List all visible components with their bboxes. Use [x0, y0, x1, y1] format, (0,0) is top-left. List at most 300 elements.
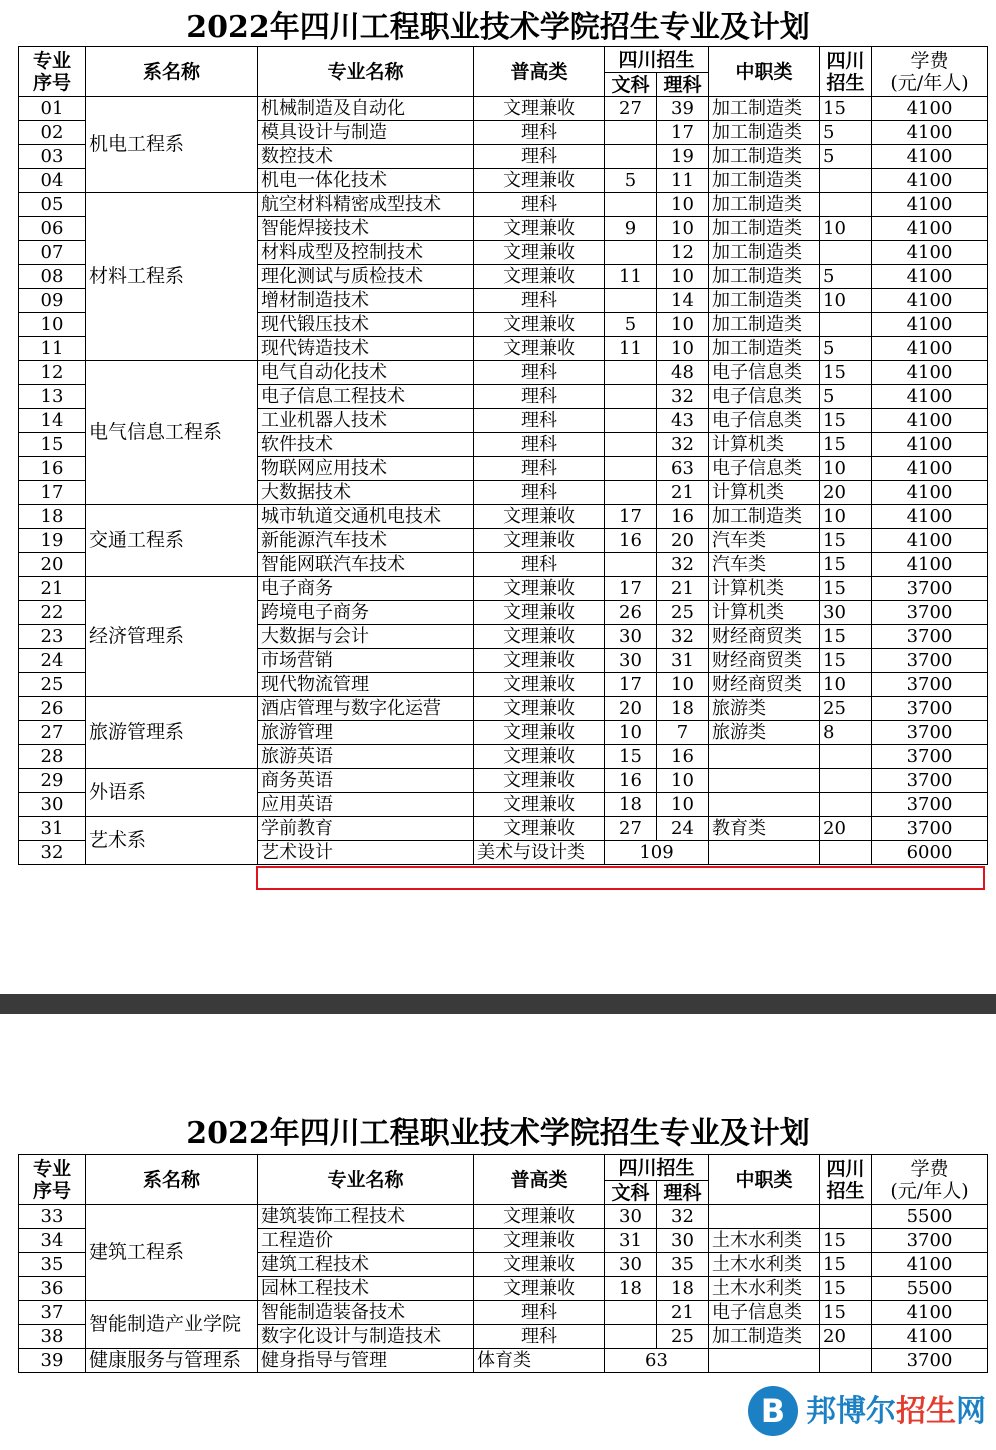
cell-vocational — [709, 769, 820, 793]
cell-fee: 4100 — [872, 169, 988, 193]
header-dept: 系名称 — [86, 1155, 258, 1205]
cell-science: 35 — [657, 1253, 709, 1277]
cell-vocational: 电子信息类 — [709, 457, 820, 481]
cell-science: 48 — [657, 361, 709, 385]
cell-vocational: 加工制造类 — [709, 313, 820, 337]
cell-science: 31 — [657, 649, 709, 673]
cell-seq: 31 — [19, 817, 86, 841]
cell-seq: 24 — [19, 649, 86, 673]
cell-major: 旅游英语 — [258, 745, 474, 769]
cell-major: 建筑工程技术 — [258, 1253, 474, 1277]
cell-arts — [605, 361, 657, 385]
cell-seq: 11 — [19, 337, 86, 361]
cell-fee: 4100 — [872, 193, 988, 217]
cell-fee: 3700 — [872, 1349, 988, 1373]
cell-vocational: 计算机类 — [709, 577, 820, 601]
table-row — [19, 1301, 988, 1325]
cell-major: 物联网应用技术 — [258, 457, 474, 481]
cell-arts — [605, 241, 657, 265]
table-header — [19, 47, 988, 97]
cell-fee: 4100 — [872, 265, 988, 289]
cell-fee: 3700 — [872, 817, 988, 841]
cell-general: 文理兼收 — [474, 1277, 605, 1301]
cell-arts: 17 — [605, 577, 657, 601]
cell-seq: 04 — [19, 169, 86, 193]
cell-fee: 4100 — [872, 433, 988, 457]
cell-dept: 建筑工程系 — [86, 1205, 258, 1301]
cell-arts: 15 — [605, 745, 657, 769]
cell-science: 32 — [657, 1205, 709, 1229]
cell-fee: 4100 — [872, 481, 988, 505]
cell-science: 25 — [657, 601, 709, 625]
cell-science: 43 — [657, 409, 709, 433]
cell-science: 32 — [657, 433, 709, 457]
cell-fee: 3700 — [872, 601, 988, 625]
table-row — [19, 817, 988, 841]
cell-seq: 19 — [19, 529, 86, 553]
cell-general: 理科 — [474, 553, 605, 577]
cell-vocational: 计算机类 — [709, 601, 820, 625]
cell-seq: 18 — [19, 505, 86, 529]
table-body — [19, 1205, 988, 1373]
cell-sc-enroll: 15 — [820, 577, 872, 601]
cell-sc-enroll: 15 — [820, 649, 872, 673]
cell-vocational: 汽车类 — [709, 529, 820, 553]
cell-general: 理科 — [474, 145, 605, 169]
cell-science: 10 — [657, 769, 709, 793]
cell-fee: 6000 — [872, 841, 988, 865]
cell-arts: 30 — [605, 649, 657, 673]
cell-major: 应用英语 — [258, 793, 474, 817]
cell-fee: 3700 — [872, 793, 988, 817]
cell-sc-enroll: 10 — [820, 217, 872, 241]
header-major: 专业名称 — [258, 1155, 474, 1205]
cell-dept: 艺术系 — [86, 817, 258, 865]
cell-vocational: 加工制造类 — [709, 289, 820, 313]
cell-seq: 16 — [19, 457, 86, 481]
cell-sc-enroll — [820, 1349, 872, 1373]
cell-fee: 3700 — [872, 625, 988, 649]
cell-science: 10 — [657, 793, 709, 817]
cell-sc-enroll: 15 — [820, 433, 872, 457]
cell-arts — [605, 121, 657, 145]
cell-seq: 02 — [19, 121, 86, 145]
table-body — [19, 97, 988, 865]
cell-arts — [605, 553, 657, 577]
cell-major: 市场营销 — [258, 649, 474, 673]
cell-seq: 32 — [19, 841, 86, 865]
cell-seq: 21 — [19, 577, 86, 601]
cell-science: 21 — [657, 1301, 709, 1325]
cell-fee: 4100 — [872, 121, 988, 145]
cell-fee: 3700 — [872, 673, 988, 697]
cell-sc-enroll — [820, 193, 872, 217]
cell-science: 39 — [657, 97, 709, 121]
cell-science: 14 — [657, 289, 709, 313]
cell-major: 材料成型及控制技术 — [258, 241, 474, 265]
cell-major: 机电一体化技术 — [258, 169, 474, 193]
cell-seq: 28 — [19, 745, 86, 769]
header-science: 理科 — [657, 73, 709, 97]
cell-major: 智能焊接技术 — [258, 217, 474, 241]
cell-arts — [605, 457, 657, 481]
cell-sc-enroll: 15 — [820, 361, 872, 385]
cell-seq: 15 — [19, 433, 86, 457]
cell-vocational: 旅游类 — [709, 721, 820, 745]
cell-arts: 27 — [605, 817, 657, 841]
cell-arts: 30 — [605, 1253, 657, 1277]
cell-fee: 3700 — [872, 769, 988, 793]
cell-science: 32 — [657, 625, 709, 649]
cell-arts: 5 — [605, 313, 657, 337]
cell-sc-enroll: 10 — [820, 457, 872, 481]
cell-seq: 10 — [19, 313, 86, 337]
cell-vocational: 加工制造类 — [709, 241, 820, 265]
cell-major: 大数据技术 — [258, 481, 474, 505]
enrollment-table-1 — [18, 46, 988, 865]
cell-sc-enroll — [820, 793, 872, 817]
cell-general: 文理兼收 — [474, 97, 605, 121]
cell-arts — [605, 481, 657, 505]
cell-major: 建筑装饰工程技术 — [258, 1205, 474, 1229]
cell-major: 旅游管理 — [258, 721, 474, 745]
cell-general: 文理兼收 — [474, 601, 605, 625]
cell-general: 理科 — [474, 433, 605, 457]
cell-science: 17 — [657, 121, 709, 145]
cell-science: 10 — [657, 313, 709, 337]
cell-fee: 5500 — [872, 1205, 988, 1229]
cell-general: 文理兼收 — [474, 769, 605, 793]
cell-vocational: 财经商贸类 — [709, 673, 820, 697]
cell-vocational: 财经商贸类 — [709, 649, 820, 673]
cell-general: 文理兼收 — [474, 625, 605, 649]
cell-sc-enroll: 15 — [820, 1277, 872, 1301]
cell-sc-enroll: 5 — [820, 337, 872, 361]
cell-vocational: 土木水利类 — [709, 1253, 820, 1277]
cell-major: 数控技术 — [258, 145, 474, 169]
cell-general: 理科 — [474, 385, 605, 409]
cell-fee: 4100 — [872, 553, 988, 577]
cell-general: 文理兼收 — [474, 241, 605, 265]
cell-fee: 3700 — [872, 721, 988, 745]
table-row — [19, 1205, 988, 1229]
cell-sc-enroll: 5 — [820, 265, 872, 289]
cell-sc-enroll: 20 — [820, 817, 872, 841]
cell-major: 电子信息工程技术 — [258, 385, 474, 409]
cell-major: 机械制造及自动化 — [258, 97, 474, 121]
cell-vocational — [709, 793, 820, 817]
cell-major: 现代锻压技术 — [258, 313, 474, 337]
cell-seq: 08 — [19, 265, 86, 289]
cell-seq: 09 — [19, 289, 86, 313]
cell-arts — [605, 385, 657, 409]
table-row — [19, 361, 988, 385]
cell-general: 文理兼收 — [474, 265, 605, 289]
cell-major: 工业机器人技术 — [258, 409, 474, 433]
cell-fee: 4100 — [872, 409, 988, 433]
cell-seq: 39 — [19, 1349, 86, 1373]
cell-general: 理科 — [474, 457, 605, 481]
cell-science: 10 — [657, 193, 709, 217]
cell-vocational: 加工制造类 — [709, 1325, 820, 1349]
cell-vocational: 加工制造类 — [709, 217, 820, 241]
cell-general: 文理兼收 — [474, 577, 605, 601]
cell-sc-enroll — [820, 841, 872, 865]
cell-arts: 27 — [605, 97, 657, 121]
cell-fee: 4100 — [872, 217, 988, 241]
cell-general: 文理兼收 — [474, 529, 605, 553]
cell-seq: 37 — [19, 1301, 86, 1325]
cell-sc-enroll — [820, 169, 872, 193]
header-sc-enroll: 四川 招生 — [820, 47, 872, 97]
cell-major: 新能源汽车技术 — [258, 529, 474, 553]
table-row — [19, 577, 988, 601]
cell-general: 文理兼收 — [474, 745, 605, 769]
cell-arts: 16 — [605, 769, 657, 793]
cell-sc-enroll: 10 — [820, 673, 872, 697]
cell-sc-enroll: 15 — [820, 1253, 872, 1277]
cell-general: 理科 — [474, 481, 605, 505]
header-fee: 学费 (元/年人) — [872, 1155, 988, 1205]
cell-sc-enroll: 15 — [820, 529, 872, 553]
cell-seq: 01 — [19, 97, 86, 121]
cell-major: 跨境电子商务 — [258, 601, 474, 625]
cell-general: 理科 — [474, 121, 605, 145]
cell-vocational: 加工制造类 — [709, 265, 820, 289]
cell-arts: 11 — [605, 337, 657, 361]
cell-general: 理科 — [474, 1325, 605, 1349]
cell-fee: 4100 — [872, 457, 988, 481]
cell-science: 16 — [657, 505, 709, 529]
cell-major: 工程造价 — [258, 1229, 474, 1253]
cell-dept: 旅游管理系 — [86, 697, 258, 769]
header-science: 理科 — [657, 1181, 709, 1205]
cell-sc-enroll — [820, 769, 872, 793]
cell-sc-enroll: 15 — [820, 1301, 872, 1325]
cell-dept: 健康服务与管理系 — [86, 1349, 258, 1373]
cell-fee: 3700 — [872, 649, 988, 673]
cell-vocational: 财经商贸类 — [709, 625, 820, 649]
cell-arts: 18 — [605, 1277, 657, 1301]
cell-major: 酒店管理与数字化运营 — [258, 697, 474, 721]
cell-seq: 30 — [19, 793, 86, 817]
logo-b-icon: B — [748, 1386, 798, 1436]
cell-seq: 23 — [19, 625, 86, 649]
cell-general: 理科 — [474, 289, 605, 313]
cell-arts — [605, 433, 657, 457]
cell-fee: 3700 — [872, 745, 988, 769]
cell-sc-enroll — [820, 313, 872, 337]
cell-general: 文理兼收 — [474, 1205, 605, 1229]
cell-sc-enroll — [820, 745, 872, 769]
cell-arts — [605, 193, 657, 217]
cell-seq: 13 — [19, 385, 86, 409]
cell-major: 航空材料精密成型技术 — [258, 193, 474, 217]
cell-seq: 06 — [19, 217, 86, 241]
cell-general: 美术与设计类 — [474, 841, 605, 865]
cell-major: 园林工程技术 — [258, 1277, 474, 1301]
cell-science: 10 — [657, 337, 709, 361]
cell-combined: 63 — [605, 1349, 709, 1373]
highlight-box — [256, 866, 985, 890]
cell-arts: 10 — [605, 721, 657, 745]
cell-dept: 机电工程系 — [86, 97, 258, 193]
header-sichuan-enroll: 四川招生 — [605, 47, 709, 73]
cell-arts: 16 — [605, 529, 657, 553]
cell-science: 21 — [657, 577, 709, 601]
cell-combined: 109 — [605, 841, 709, 865]
cell-general: 文理兼收 — [474, 217, 605, 241]
cell-science: 7 — [657, 721, 709, 745]
header-arts: 文科 — [605, 1181, 657, 1205]
cell-fee: 4100 — [872, 313, 988, 337]
cell-vocational: 电子信息类 — [709, 361, 820, 385]
cell-fee: 4100 — [872, 361, 988, 385]
cell-science: 32 — [657, 553, 709, 577]
cell-fee: 5500 — [872, 1277, 988, 1301]
cell-vocational: 加工制造类 — [709, 97, 820, 121]
cell-science: 10 — [657, 265, 709, 289]
header-arts: 文科 — [605, 73, 657, 97]
cell-vocational: 加工制造类 — [709, 505, 820, 529]
cell-sc-enroll: 10 — [820, 505, 872, 529]
cell-fee: 4100 — [872, 529, 988, 553]
cell-general: 文理兼收 — [474, 1229, 605, 1253]
cell-sc-enroll: 8 — [820, 721, 872, 745]
cell-general: 文理兼收 — [474, 673, 605, 697]
cell-arts: 30 — [605, 625, 657, 649]
cell-major: 数字化设计与制造技术 — [258, 1325, 474, 1349]
cell-arts: 26 — [605, 601, 657, 625]
cell-major: 健身指导与管理 — [258, 1349, 474, 1373]
cell-seq: 14 — [19, 409, 86, 433]
cell-science: 20 — [657, 529, 709, 553]
cell-vocational: 电子信息类 — [709, 1301, 820, 1325]
cell-seq: 17 — [19, 481, 86, 505]
cell-general: 文理兼收 — [474, 337, 605, 361]
cell-vocational — [709, 1349, 820, 1373]
cell-arts: 17 — [605, 505, 657, 529]
cell-major: 理化测试与质检技术 — [258, 265, 474, 289]
cell-general: 文理兼收 — [474, 697, 605, 721]
cell-general: 文理兼收 — [474, 817, 605, 841]
cell-major: 城市轨道交通机电技术 — [258, 505, 474, 529]
cell-seq: 27 — [19, 721, 86, 745]
watermark-logo — [748, 1386, 988, 1438]
cell-science: 18 — [657, 697, 709, 721]
cell-fee: 3700 — [872, 577, 988, 601]
cell-science: 19 — [657, 145, 709, 169]
cell-fee: 4100 — [872, 1301, 988, 1325]
cell-fee: 4100 — [872, 145, 988, 169]
cell-sc-enroll: 25 — [820, 697, 872, 721]
cell-fee: 4100 — [872, 289, 988, 313]
cell-general: 体育类 — [474, 1349, 605, 1373]
cell-science: 25 — [657, 1325, 709, 1349]
cell-arts — [605, 145, 657, 169]
cell-sc-enroll: 30 — [820, 601, 872, 625]
cell-major: 智能网联汽车技术 — [258, 553, 474, 577]
cell-general: 文理兼收 — [474, 313, 605, 337]
cell-fee: 4100 — [872, 97, 988, 121]
cell-vocational: 计算机类 — [709, 481, 820, 505]
cell-seq: 20 — [19, 553, 86, 577]
cell-major: 现代物流管理 — [258, 673, 474, 697]
table-row — [19, 193, 988, 217]
cell-fee: 4100 — [872, 505, 988, 529]
header-general: 普高类 — [474, 1155, 605, 1205]
cell-dept: 智能制造产业学院 — [86, 1301, 258, 1349]
table-row — [19, 769, 988, 793]
cell-general: 理科 — [474, 1301, 605, 1325]
cell-vocational: 加工制造类 — [709, 145, 820, 169]
table-row — [19, 1349, 988, 1373]
cell-fee: 4100 — [872, 337, 988, 361]
page-title-top: 2022年四川工程职业技术学院招生专业及计划 — [186, 10, 810, 45]
header-major: 专业名称 — [258, 47, 474, 97]
cell-science: 30 — [657, 1229, 709, 1253]
cell-vocational: 汽车类 — [709, 553, 820, 577]
cell-sc-enroll: 15 — [820, 553, 872, 577]
page-title-bottom: 2022年四川工程职业技术学院招生专业及计划 — [186, 1116, 810, 1151]
cell-dept: 经济管理系 — [86, 577, 258, 697]
cell-fee: 4100 — [872, 385, 988, 409]
cell-seq: 36 — [19, 1277, 86, 1301]
cell-science: 10 — [657, 217, 709, 241]
cell-vocational: 加工制造类 — [709, 121, 820, 145]
cell-seq: 07 — [19, 241, 86, 265]
cell-sc-enroll: 15 — [820, 625, 872, 649]
cell-science: 63 — [657, 457, 709, 481]
cell-seq: 03 — [19, 145, 86, 169]
cell-vocational: 加工制造类 — [709, 169, 820, 193]
cell-vocational: 教育类 — [709, 817, 820, 841]
cell-arts: 9 — [605, 217, 657, 241]
cell-fee: 3700 — [872, 697, 988, 721]
cell-sc-enroll: 15 — [820, 409, 872, 433]
cell-seq: 22 — [19, 601, 86, 625]
cell-vocational: 土木水利类 — [709, 1277, 820, 1301]
cell-vocational: 计算机类 — [709, 433, 820, 457]
cell-sc-enroll — [820, 1205, 872, 1229]
cell-seq: 12 — [19, 361, 86, 385]
cell-sc-enroll — [820, 241, 872, 265]
cell-sc-enroll: 5 — [820, 385, 872, 409]
cell-science: 11 — [657, 169, 709, 193]
cell-seq: 35 — [19, 1253, 86, 1277]
cell-arts — [605, 1325, 657, 1349]
header-sc-enroll: 四川 招生 — [820, 1155, 872, 1205]
table-row — [19, 505, 988, 529]
cell-major: 软件技术 — [258, 433, 474, 457]
cell-general: 理科 — [474, 193, 605, 217]
cell-major: 现代铸造技术 — [258, 337, 474, 361]
cell-science: 24 — [657, 817, 709, 841]
cell-arts — [605, 289, 657, 313]
cell-major: 商务英语 — [258, 769, 474, 793]
cell-seq: 29 — [19, 769, 86, 793]
cell-arts: 31 — [605, 1229, 657, 1253]
cell-seq: 26 — [19, 697, 86, 721]
cell-major: 学前教育 — [258, 817, 474, 841]
cell-science: 21 — [657, 481, 709, 505]
cell-sc-enroll: 15 — [820, 1229, 872, 1253]
cell-science: 16 — [657, 745, 709, 769]
cell-arts: 17 — [605, 673, 657, 697]
cell-dept: 电气信息工程系 — [86, 361, 258, 505]
cell-fee: 3700 — [872, 1229, 988, 1253]
enrollment-table-2 — [18, 1154, 988, 1373]
